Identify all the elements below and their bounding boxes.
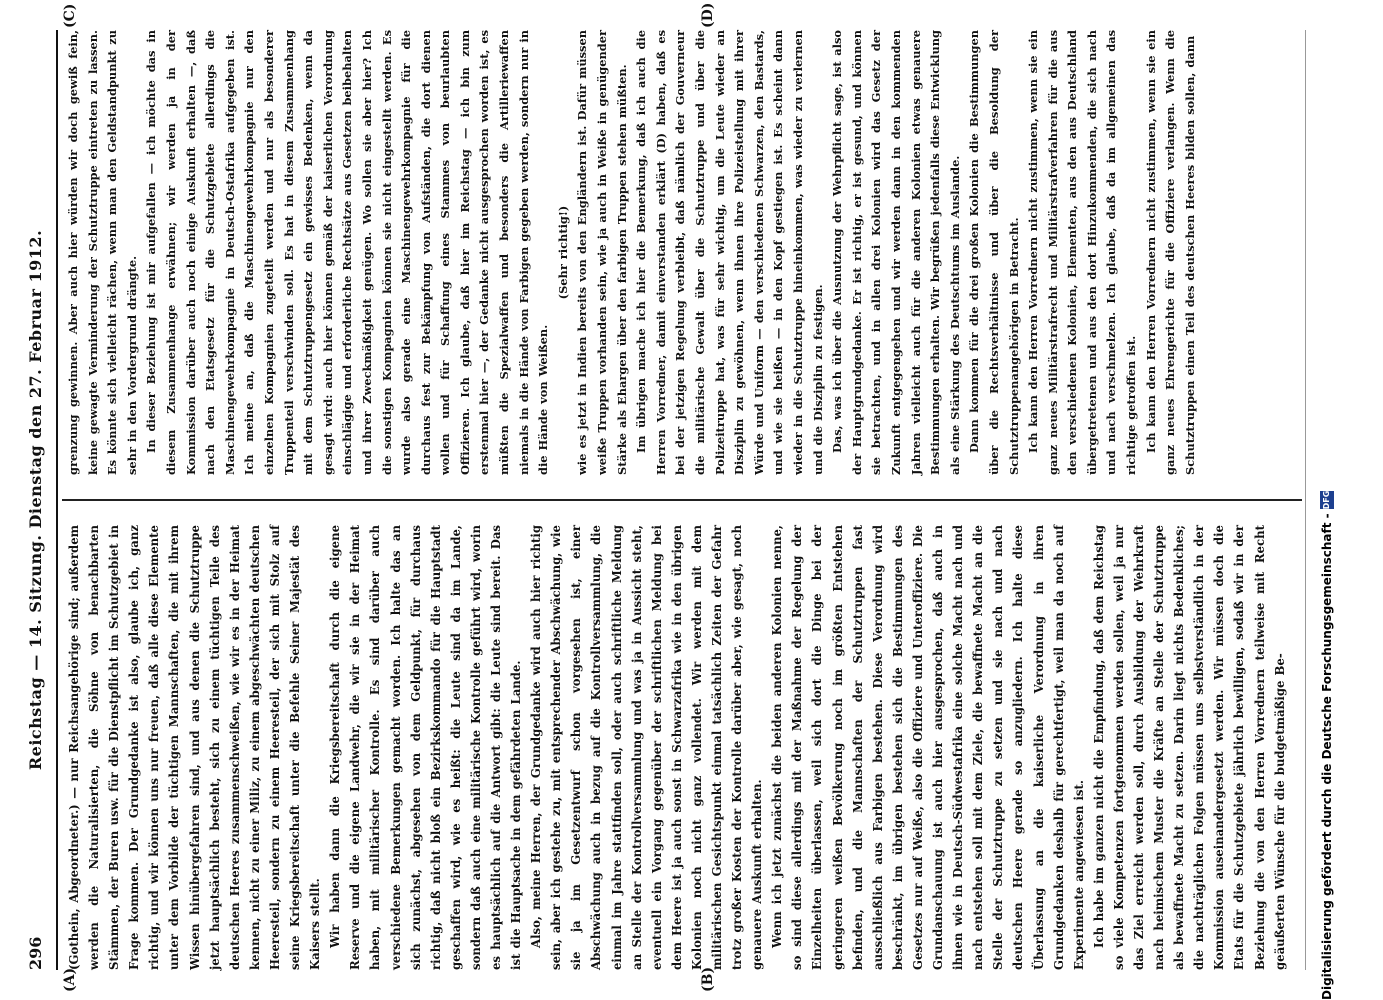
right-paragraph-6: Das, was ich über die Ausnutzung der Wehrpflicht sage, ist also der Hauptgrundgedanke. Er ist richtig, er ist gesund, und können sie betrachten, und in allen drei Kolonien wird das Gesetz der Zukunft entgegengehen und wir werden dann in den kommenden Jahren vielleicht auch für die anderen Kolonien etwas genauere Bestimmungen erhalten. Wir begrüßen jedenfalls diese Entwicklung als eine Stärkung des Deutschtums im Auslande.	[830, 30, 962, 475]
column-divider	[62, 500, 1302, 502]
left-column	[64, 525, 1290, 970]
left-paragraph-3: Also, meine Herren, der Grundgedanke wird auch hier richtig sein, aber ich gestehe zu, mit entsprechender Abschwächung, wie sie ja im Gesetzentwurf schon vorgesehen ist, einer Abschwächung auch in bezug auf die Kontrollversammlung, die einmal im Jahre stattfinden soll, oder auch schriftliche Meldung an Stelle der Kontrollversammlung und was ja in Aussicht steht, eventuell ein Vorgang gegenüber der schriftlichen Meldung bei dem Heere ist ja auch sonst in Schwarzafrika wie in den übrigen Kolonien noch nicht ganz vollendet. Wir werden mit dem militärischen Gesichtspunkt einmal tatsächlich Zeiten der Gefahr trotz großer Kosten der Kontrolle darüber aber, wie gesagt, noch genauere Auskunft erhalten.	[529, 525, 765, 970]
left-paragraph-1: (Gothein, Abgeordneter.) — nur Reichsangehörige sind; außerdem werden die Naturalisierten, die Söhne von benachbarten Stämmen, der Buren usw. für die Dienstpflicht im Schutzgebiet in Frage kommen. Der Grundgedanke ist also, glaube ich, ganz richtig, und wir können uns nur freuen, daß alle diese Elemente unter dem Vorbilde der tüchtigen Mannschaften, die mit ihrem Wissen hinübergefahren sind, und aus denen die Schutztruppe jetzt hauptsächlich besteht, sich zu einem tüchtigen Teile des deutschen Heeres zusammenschweißen, wie wir es in der Heimat kennen, nicht zu einer Miliz, zu einem abgeschwächten deutschen Heeresteil, sondern zu einem Heeresteil, der sich mit Stolz auf seine Kriegsbereitschaft unter die Befehle Seiner Majestät des Kaisers stellt.	[67, 525, 323, 970]
right-paragraph-3: (Sehr richtig!)	[555, 205, 570, 300]
page-header	[18, 30, 52, 970]
header-rule	[56, 30, 58, 970]
page-title: Reichstag — 14. Sitzung. Dienstag den 27. Februar 1912.	[25, 229, 45, 771]
margin-mark-d: (D)	[700, 2, 716, 28]
left-paragraph-4: Wenn ich jetzt zunächst die beiden anderen Kolonien nenne, so sind diese allerdings mit der Maßnahme der Regelung der Einzelheiten überlassen, weil sich dort die Dinge bei der geringeren weißen Bevölkerung noch im größten Entstehen befinden, und die Mannschaften der Schutztruppen fast ausschließlich aus Farbigen bestehen. Diese Verordnung wird beschränkt, im übrigen bestehen sich die Bestimmungen des Gesetzes nur auf Weiße, also die Offiziere und Unteroffiziere. Die Grundanschauung ist auch hier ausgesprochen, daß auch in ihnen wie in Deutsch-Südwestafrika eine solche Macht nach und nach entstehen soll mit dem Ziele, die bewaffnete Macht an die Stelle der Schutztruppe zu setzen und sie nach und nach deutschen Heere gerade so anzugliedern. Ich halte diese Überlassung an die kaiserliche Verordnung in ihren Grundgedanken deshalb für gerechtfertigt, weil man da noch auf Experimente angewiesen ist.	[770, 525, 1086, 970]
right-paragraph-4: wie es jetzt in Indien bereits von den Engländern ist. Dafür müssen weiße Truppen vorhanden sein, wie ja auch in Weiße in genügender Stärke als Ehargen über den farbigen Truppen stehen müßten.	[575, 30, 629, 475]
right-paragraph-5: Im übrigen mache ich hier die Bemerkung, daß ich auch die Herren Vorredner, damit einverstanden erklärt (D) haben, daß es bei der jetzigen Regelung verbleibt, daß nämlich der Gouverneur die militärische Gewalt über die Schutztruppe und über die Polizeitruppe hat, was für sehr wichtig, um die Leute wieder an Disziplin zu gewöhnen, wenn ihnen ihre Polizeistellung mit ihrer Würde und Uniform — den verschiedenen Schwarzen, den Bastards, und wie sie heißen — in den Kopf gestiegen ist. Es scheint dann wieder in die Schutztruppe hineinkommen, was wieder zu verlernen und die Disziplin zu festigen.	[634, 30, 825, 475]
footer-rule	[1305, 30, 1306, 970]
margin-mark-b: (B)	[700, 966, 716, 992]
footer-text: Digitalisierung gefördert durch die Deutsche Forschungsgemeinschaft -	[1320, 513, 1334, 1000]
page-number: 296	[25, 936, 45, 970]
left-paragraph-5: Ich habe im ganzen nicht die Empfindung, daß dem Reichstag so viele Kompetenzen fortgenommen werden sollen, weil ja nur das Ziel erreicht werden soll, durch Ausbildung der Wehrkraft nach heimischem Muster die Kräfte an Stelle der Schutztruppe als bewaffnete Macht zu setzen. Darin liegt nichts Bedenkliches; die nachträglichen Folgen müssen uns selbstverständlich in der Kommission auseinandergesetzt werden. Wir müssen doch die Etats für die Schutzgebiete jährlich bewilligen, sodaß wir in der Beziehung die von den Herren Vorrednern teilweise mit Recht geäußerten Wünsche für die budgetmäßige Be-	[1091, 525, 1287, 970]
digitization-footer	[1318, 0, 1336, 1000]
right-paragraph-2: In dieser Beziehung ist mir aufgefallen — ich möchte das in diesem Zusammenhange erwähnen; wir werden ja in der Kommission darüber auch noch einige Auskunft erhalten —, daß nach den Etatsgesetz für die Schutzgebiete allerdings die Maschinengewehrkompagnie in Deutsch-Ostafrika aufgegeben ist. Ich meine an, daß die Maschinengewehrkompagnie nur den einzelnen Kompagnien zugeteilt werden und nur als besonderer Truppenteil verschwinden soll. Es hat in diesem Zusammenhang mit dem Schutztruppengesetz ein gewisses Bedenken, wenn da gesagt wird: auch hier können gemäß der kaiserlichen Verordnung einschlägige und erforderliche Rechtsätze aus Gesetzen beibehalten und ihrer Zweckmäßigkeit genügen. Wo sollen sie aber hier? Ich die sonstigen Kompagnien können sie nicht eingestellt werden. Es wurde also gerade eine Maschinengewehrkompagnie für die durchaus fest zur Bekämpfung von Aufständen, die dort dienen wollen und für Schaffung eines Stammes von beurlaubten Offizieren. Ich glaube, daß hier im Reichstag — ich bin zum erstenmal hier —, der Gedanke nicht ausgesprochen worden ist, es müßten die Spezialwaffen und besonders die Artilleriewaffen niemals in die Hände von Farbigen gegeben werden, sondern nur in die Hände von Weißen.	[144, 30, 551, 475]
right-column	[64, 30, 1200, 475]
right-paragraph-7: Dann kommen für die drei großen Kolonien die Bestimmungen über die Rechtsverhältnisse und über die Besoldung der Schutztruppenangehörigen in Betracht.	[967, 30, 1021, 475]
right-paragraph-1: grenzung gewinnen. Aber auch hier würden wir doch gewiß fein, keine gewagte Verminderung der Schutztruppe eintreten zu lassen. Es könnte sich vielleicht rächen, wenn man den Geldstandpunkt zu sehr in den Vordergrund drängte.	[66, 30, 139, 475]
margin-mark-a: (A)	[62, 967, 78, 992]
margin-mark-c: (C)	[62, 3, 78, 28]
right-paragraph-8: Ich kann den Herren Vorrednern nicht zustimmen, wenn sie ein ganz neues Militärstrafrecht und Militärstrafverfahren für die aus den verschiedenen Kolonien, Elementen, aus den aus Deutschland übergetretenen und aus den dort Hinzukommenden, die sich nach und nach verschmelzen. Ich glaube, daß da im allgemeinen das richtige getroffen ist.	[1026, 30, 1139, 475]
right-paragraph-9: Ich kann den Herren Vorrednern nicht zustimmen, wenn sie ein ganz neues Ehrengerichte für die Offiziere verlangen. Wenn die Schutztruppen einen Teil des deutschen Heeres bilden sollen, dann	[1143, 30, 1197, 475]
left-paragraph-2: Wir haben dann die Kriegsbereitschaft durch die eigene Reserve und die eigene Landwehr, die wir sie in der Heimat haben, mit militärischer Kontrolle. Es sind darüber auch verschiedene Bemerkungen gemacht worden. Ich halte das an sich zunächst, abgesehen von dem Geldpunkt, für durchaus richtig, daß nicht bloß ein Bezirkskommando für die Hauptstadt geschaffen wird, wie es heißt: die Leute sind da im Lande, sondern daß auch eine militärische Kontrolle geführt wird, worin es hauptsächlich auf die Antwort gibt: die Leute sind bereit. Das ist die Hauptsache in dem gefährdeten Lande.	[328, 525, 524, 970]
dfg-logo-icon: DFG	[1320, 491, 1334, 509]
